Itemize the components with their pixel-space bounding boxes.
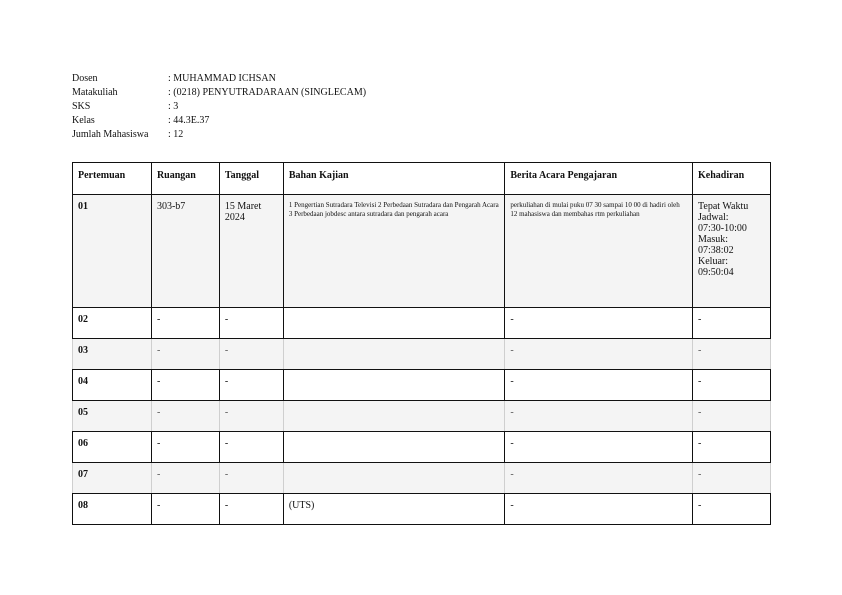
cell-kehadiran: - — [693, 463, 771, 494]
info-value: : 12 — [168, 129, 184, 140]
cell-pertemuan: 01 — [73, 195, 152, 308]
cell-bahan-kajian: (UTS) — [283, 494, 505, 525]
cell-bahan-kajian: 1 Pengertian Sutradara Televisi 2 Perbedaan Sutradara dan Pengarah Acara 3 Perbedaan jobdesc antara sutradara dan pengarah acara — [283, 195, 505, 308]
header-tanggal: Tanggal — [219, 163, 283, 195]
kehadiran-jadwal-value: 07:30-10:00 — [698, 223, 747, 234]
cell-berita-acara: - — [505, 308, 693, 339]
header-pertemuan: Pertemuan — [73, 163, 152, 195]
cell-ruangan: - — [151, 432, 219, 463]
header-ruangan: Ruangan — [151, 163, 219, 195]
info-label: Dosen — [72, 73, 98, 84]
cell-ruangan: - — [151, 494, 219, 525]
info-label: Matakuliah — [72, 87, 118, 98]
cell-bahan-kajian — [283, 401, 505, 432]
header-berita-acara: Berita Acara Pengajaran — [505, 163, 693, 195]
course-info — [72, 72, 366, 142]
table-row — [73, 308, 771, 339]
info-value: : 3 — [168, 101, 179, 112]
kehadiran-keluar-value: 09:50:04 — [698, 267, 734, 278]
cell-berita-acara: - — [505, 432, 693, 463]
table-row — [73, 195, 771, 308]
cell-tanggal: 15 Maret 2024 — [219, 195, 283, 308]
info-label: Jumlah Mahasiswa — [72, 129, 149, 140]
cell-tanggal: - — [219, 401, 283, 432]
kehadiran-jadwal-label: Jadwal: — [698, 212, 729, 223]
kehadiran-keluar-label: Keluar: — [698, 256, 729, 267]
info-value: : MUHAMMAD ICHSAN — [168, 73, 276, 84]
cell-berita-acara: - — [505, 401, 693, 432]
table-row — [73, 432, 771, 463]
kehadiran-masuk-label: Masuk: — [698, 234, 729, 245]
info-value: : (0218) PENYUTRADARAAN (SINGLECAM) — [168, 87, 367, 98]
table-row — [73, 370, 771, 401]
cell-bahan-kajian — [283, 370, 505, 401]
table-row — [73, 494, 771, 525]
cell-berita-acara: - — [505, 370, 693, 401]
table-row — [73, 339, 771, 370]
header-kehadiran: Kehadiran — [693, 163, 771, 195]
table-header-row — [73, 163, 771, 195]
cell-kehadiran: - — [693, 339, 771, 370]
cell-ruangan: 303-b7 — [151, 195, 219, 308]
cell-tanggal: - — [219, 494, 283, 525]
cell-tanggal: - — [219, 308, 283, 339]
cell-bahan-kajian — [283, 432, 505, 463]
cell-pertemuan: 06 — [73, 432, 152, 463]
cell-kehadiran — [693, 195, 771, 308]
info-label: SKS — [72, 101, 91, 112]
info-row-kelas — [72, 114, 366, 128]
cell-kehadiran: - — [693, 370, 771, 401]
kehadiran-status: Tepat Waktu — [698, 201, 749, 212]
cell-kehadiran: - — [693, 494, 771, 525]
info-row-jumlah-mahasiswa — [72, 128, 366, 142]
cell-tanggal: - — [219, 370, 283, 401]
cell-berita-acara: - — [505, 494, 693, 525]
info-label: Kelas — [72, 115, 95, 126]
cell-tanggal: - — [219, 432, 283, 463]
cell-kehadiran: - — [693, 432, 771, 463]
cell-pertemuan: 05 — [73, 401, 152, 432]
table-row — [73, 463, 771, 494]
cell-berita-acara: - — [505, 339, 693, 370]
cell-bahan-kajian — [283, 339, 505, 370]
header-bahan-kajian: Bahan Kajian — [283, 163, 505, 195]
cell-pertemuan: 08 — [73, 494, 152, 525]
cell-ruangan: - — [151, 463, 219, 494]
cell-bahan-kajian — [283, 308, 505, 339]
kehadiran-masuk-value: 07:38:02 — [698, 245, 734, 256]
cell-pertemuan: 07 — [73, 463, 152, 494]
info-row-dosen — [72, 72, 366, 86]
cell-pertemuan: 03 — [73, 339, 152, 370]
cell-ruangan: - — [151, 401, 219, 432]
info-value: : 44.3E.37 — [168, 115, 210, 126]
cell-pertemuan: 02 — [73, 308, 152, 339]
cell-berita-acara: perkuliahan di mulai puku 07 30 sampai 10 00 di hadiri oleh 12 mahasiswa dan membahas rtm perkuliahan — [505, 195, 693, 308]
cell-bahan-kajian — [283, 463, 505, 494]
cell-ruangan: - — [151, 308, 219, 339]
attendance-table — [72, 162, 771, 525]
cell-tanggal: - — [219, 339, 283, 370]
info-row-matakuliah — [72, 86, 366, 100]
cell-tanggal: - — [219, 463, 283, 494]
table-row — [73, 401, 771, 432]
cell-ruangan: - — [151, 339, 219, 370]
cell-ruangan: - — [151, 370, 219, 401]
cell-kehadiran: - — [693, 401, 771, 432]
cell-pertemuan: 04 — [73, 370, 152, 401]
info-row-sks — [72, 100, 366, 114]
cell-kehadiran: - — [693, 308, 771, 339]
cell-berita-acara: - — [505, 463, 693, 494]
